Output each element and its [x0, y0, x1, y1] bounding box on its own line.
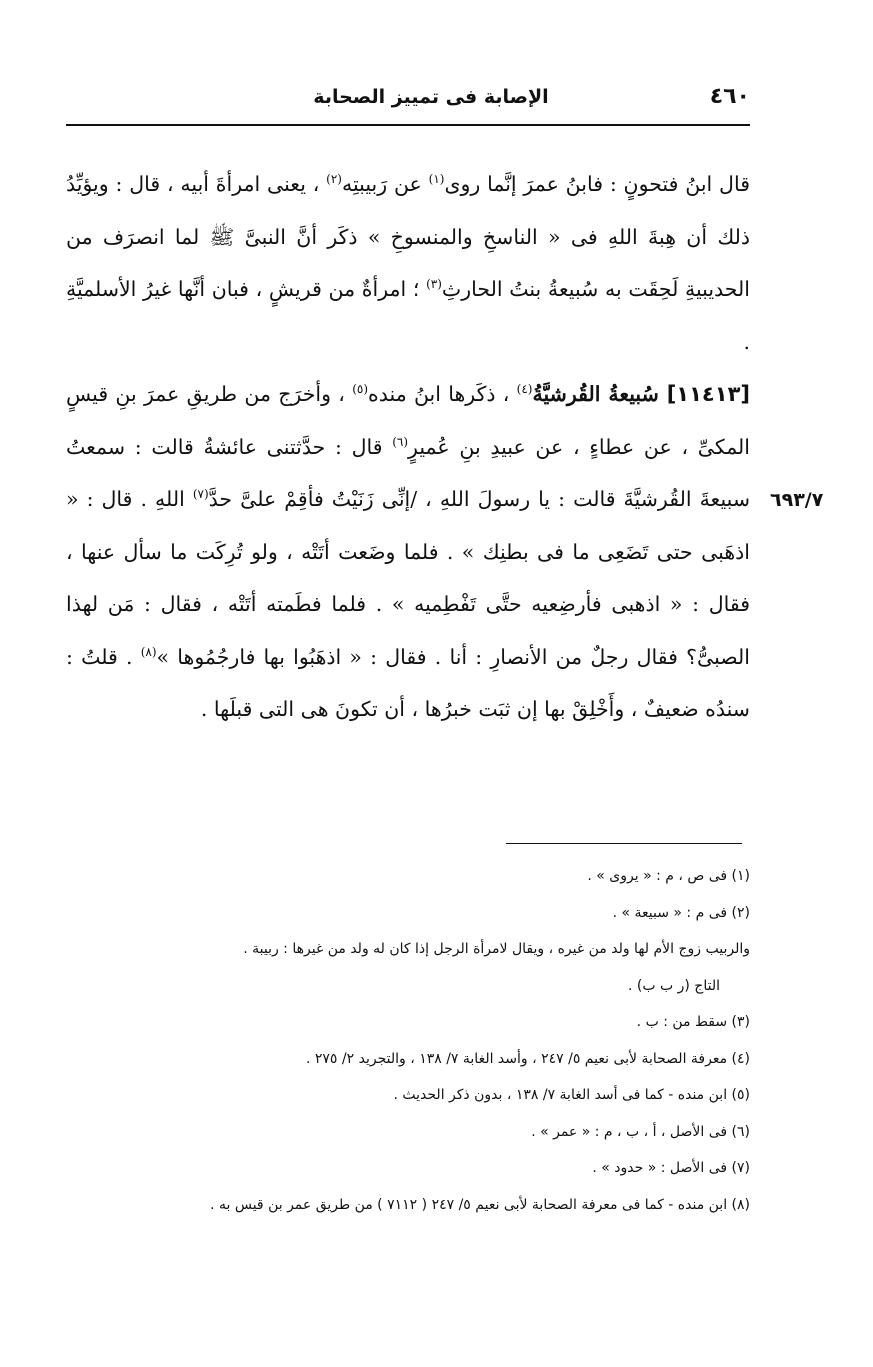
footnote-4: (٤) معرفة الصحابة لأبى نعيم ٥/ ٢٤٧ ، وأسد الغابة ٧/ ١٣٨ ، والتجريد ٢/ ٢٧٥ .: [305, 1050, 750, 1067]
footnote-2: (٢) فى م : « سبيعة » .: [612, 904, 750, 921]
footnote-marker: (٨): [140, 644, 157, 659]
footnotes: [66, 858, 750, 1223]
paragraph-2: [66, 368, 750, 736]
footnote-marker: (٥): [352, 382, 369, 397]
footnote-6: (٦) فى الأصل ، أ ، ب ، م : « عمر » .: [531, 1123, 750, 1140]
paragraph-1: [66, 158, 750, 368]
text-run: ، يعنى امرأةَ أبيه ، قال : ويؤيِّدُ ذلك أن هِبةَ اللهِ فى « الناسخِ والمنسوخِ » ذكَر أنَّ النبىَّ ﷺ لما انصرَف من الحديبيةِ لَحِقَت به سُبيعةُ بنتُ الحارثِ: [66, 172, 750, 301]
running-title: الإصابة فى تمييز الصحابة: [313, 86, 549, 108]
text-run: ؛ امرأةٌ من قريشٍ ، فبان أنَّها غيرُ الأسلميَّةِ .: [66, 277, 750, 354]
margin-reference: ٦٩٣/٧: [770, 489, 824, 511]
footnote-marker: (٦): [392, 434, 409, 449]
footnote-marker: (٤): [516, 382, 533, 397]
header-rule: [66, 124, 750, 126]
text-run: اللهِ . قال : « اذهَبى حتى تَضَعِى ما فى بطنِك » . فلما وضَعت أتَتْه ، ولو تُرِكَت ما سأل عنها ، فقال : « اذهبى فأرضِعيه حتَّى تَفْطِميه » . فلما فطَمته أتَتْه ، فقال : مَن لهذا الصبىُّ؟ فقال رجلٌ من الأنصارِ : أنا . فقال : « اذهَبُوا بها فارجُمُوها »: [66, 487, 750, 669]
text-run: عن رَبيبتِه: [341, 172, 429, 196]
footnote-2-continuation: والربيب زوج الأم لها ولد من غيره ، ويقال لامرأة الرجل إذا كان له ولد من غيرها : ربيبة .: [243, 941, 750, 957]
entry-name: سُبيعةُ القُرشيَّةُ: [532, 382, 667, 406]
text-run: ، ذكَرها ابنُ منده: [368, 382, 517, 406]
footnote-marker: (١): [428, 172, 445, 187]
footnote-marker: (٣): [426, 277, 442, 292]
footnote-3: (٣) سقط من : ب .: [636, 1014, 750, 1030]
text-run: قال ابنُ فتحونٍ : فابنُ عمرَ إنَّما روى: [444, 172, 750, 196]
entry-number: [١١٤١٣]: [666, 382, 750, 406]
footnote-rule: [506, 843, 742, 844]
footnote-marker: (٢): [326, 172, 342, 187]
footnote-5: (٥) ابن منده - كما فى أسد الغابة ٧/ ١٣٨ ، بدون ذكر الحديث .: [393, 1087, 750, 1103]
footnote-1: (١) فى ص ، م : « يروى » .: [587, 868, 750, 884]
footnote-8: (٨) ابن منده - كما فى معرفة الصحابة لأبى نعيم ٥/ ٢٤٧ ( ٧١١٢ ) من طريق عمر بن قيس به .: [210, 1196, 750, 1213]
footnote-marker: (٧): [192, 487, 209, 502]
text-run: . قلتُ : سندُه ضعيفٌ ، وأَخْلِقْ بها إن ثبَت خبرُها ، أن تكونَ هى التى قبلَها .: [66, 644, 750, 721]
page-number: ٤٦٠: [709, 84, 750, 109]
footnote-7: (٧) فى الأصل : « حدود » .: [592, 1160, 750, 1176]
main-text: [66, 158, 750, 736]
text-run: قال : حدَّثتنى عائشةُ قالت : سمعتُ سبيعةَ القُرشيَّةَ قالت : يا رسولَ اللهِ ، /إنِّى زَنَيْتُ فأقِمْ علىَّ حدَّ: [66, 434, 750, 511]
page-header: [66, 84, 750, 124]
footnote-2-continuation: التاج (ر ب ب) .: [628, 977, 720, 994]
text-run: ، وأخرَج من طريقِ عمرَ بنِ قيسٍ المكىِّ ، عن عطاءٍ ، عن عبيدِ بنِ عُميرٍ: [66, 382, 750, 459]
